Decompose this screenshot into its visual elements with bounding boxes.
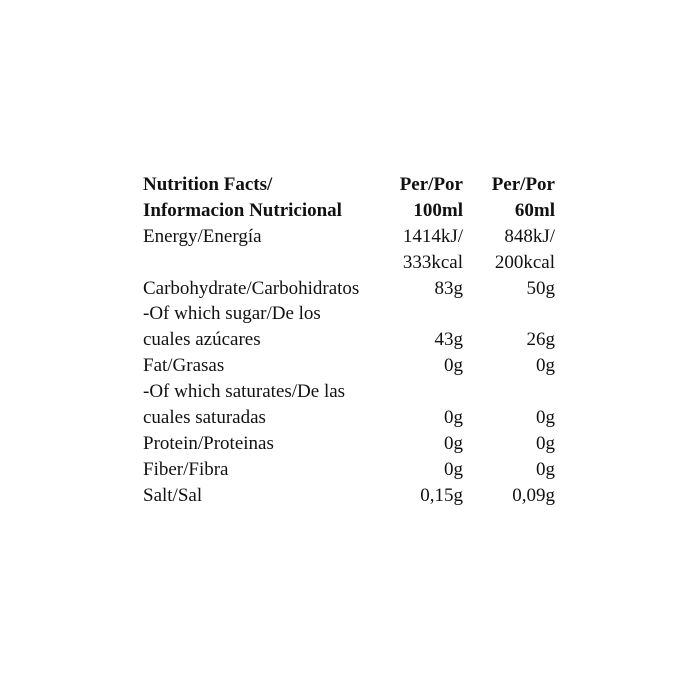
value-per-60ml: 848kJ/ <box>504 225 555 247</box>
row-label: Salt/Sal <box>143 484 203 506</box>
row-label: -Of which sugar/De los <box>143 303 321 325</box>
table-row-sugar <box>143 327 555 353</box>
table-row-energy <box>143 224 555 250</box>
row-label: cuales azúcares <box>143 329 261 351</box>
row-label: Carbohydrate/Carbohidratos <box>143 277 360 299</box>
table-row-fat <box>143 353 555 379</box>
table-title-line-2: Informacion Nutricional <box>143 199 342 221</box>
column-header-per-100ml-line-2: 100ml <box>413 199 463 221</box>
value-per-100ml: 0g <box>444 407 463 429</box>
value-per-60ml: 0g <box>536 355 555 377</box>
row-label: Energy/Energía <box>143 225 262 247</box>
value-per-100ml: 83g <box>434 277 463 299</box>
table-row-protein <box>143 431 555 457</box>
value-per-100ml: 43g <box>434 329 463 351</box>
value-per-60ml: 0g <box>536 432 555 454</box>
column-header-per-100ml-line-1: Per/Por <box>399 174 463 195</box>
table-row-fiber <box>143 457 555 483</box>
value-per-100ml: 0g <box>444 355 463 377</box>
table-row-carbohydrate <box>143 276 555 302</box>
row-label: -Of which saturates/De las <box>143 381 346 403</box>
table-row-sugar-line-1 <box>143 301 555 327</box>
table-row-saturates-line-1 <box>143 379 555 405</box>
table-title-line-1: Nutrition Facts/ <box>143 174 273 195</box>
value-per-60ml: 200kcal <box>494 251 555 273</box>
column-header-per-60ml-line-2: 60ml <box>514 199 555 221</box>
value-per-60ml: 0g <box>536 458 555 480</box>
table-row-energy-kcal <box>143 250 555 276</box>
row-label: cuales saturadas <box>143 407 266 429</box>
header-row-1 <box>143 172 555 198</box>
nutrition-table <box>143 172 555 509</box>
row-label: Fat/Grasas <box>143 355 225 377</box>
row-label: Protein/Proteinas <box>143 432 274 454</box>
column-header-per-60ml-line-1: Per/Por <box>491 174 555 195</box>
value-per-60ml: 0g <box>536 407 555 429</box>
value-per-60ml: 26g <box>526 329 555 351</box>
table-row-salt <box>143 483 555 509</box>
header-row-2 <box>143 198 555 224</box>
row-label: Fiber/Fibra <box>143 458 229 480</box>
table-row-saturates <box>143 405 555 431</box>
value-per-60ml: 50g <box>526 277 555 299</box>
value-per-100ml: 1414kJ/ <box>402 225 463 247</box>
value-per-100ml: 0g <box>444 432 463 454</box>
value-per-60ml: 0,09g <box>512 484 555 506</box>
value-per-100ml: 333kcal <box>402 251 463 273</box>
value-per-100ml: 0,15g <box>420 484 463 506</box>
value-per-100ml: 0g <box>444 458 463 480</box>
